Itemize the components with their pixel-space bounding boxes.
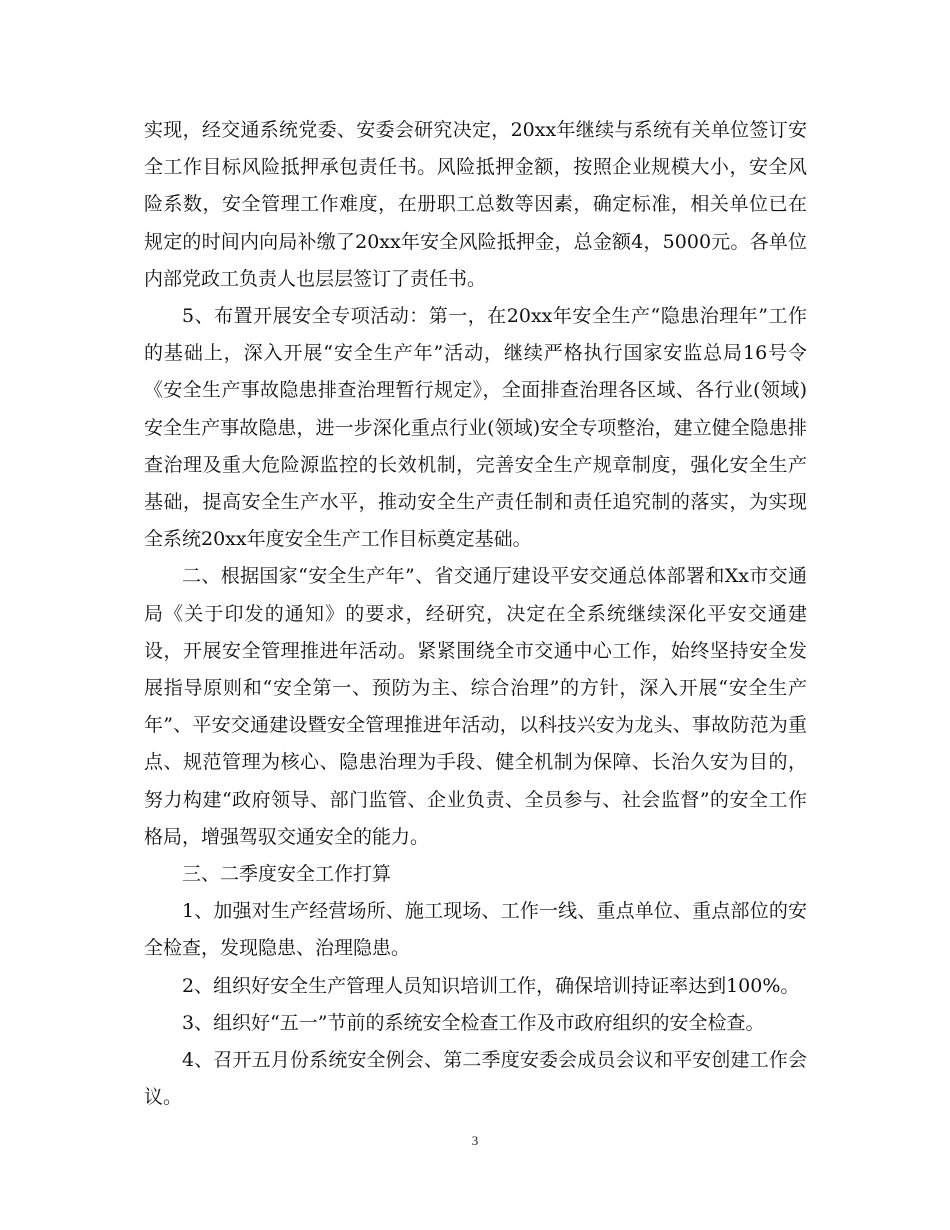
paragraph-item-5: 5、布置开展安全专项活动：第一，在20xx年安全生产“隐患治理年”工作的基础上，深入开展“安全生产年”活动，继续严格执行国家安监总局16号令《安全生产事故隐患排查治理暂行规定》，全面排查治理各区域、各行业(领域)安全生产事故隐患，进一步深化重点行业(领域)安全专项整治，建立健全隐患排查治理及重大危险源监控的长效机制，完善安全生产规章制度，强化安全生产基础，提高安全生产水平，推动安全生产责任制和责任追究制的落实，为实现全系统20xx年度安全生产工作目标奠定基础。 (144, 305, 807, 551)
paragraph-plan-3: 3、组织好“五一”节前的系统安全检查工作及市政府组织的安全检查。 (182, 1011, 765, 1034)
paragraph-section-2: 二、根据国家“安全生产年”、省交通厅建设平安交通总体部署和Xx市交通局《关于印发的通知》的要求，经研究，决定在全系统继续深化平安交通建设，开展安全管理推进年活动。紧紧围绕全市交通中心工作，始终坚持安全发展指导原则和“安全第一、预防为主、综合治理”的方针，深入开展“安全生产年”、平安交通建设暨安全管理推进年活动，以科技兴安为龙头、事故防范为重点、规范管理为核心、隐患治理为手段、健全机制为保障、长治久安为目的，努力构建“政府领导、部门监管、企业负责、全员参与、社会监督”的安全工作格局，增强驾驭交通安全的能力。 (144, 565, 807, 848)
document-body (144, 112, 807, 1116)
paragraph-plan-2: 2、组织好安全生产管理人员知识培训工作，确保培训持证率达到100%。 (182, 974, 800, 997)
page-number: 3 (471, 1133, 479, 1148)
paragraph-plan-1: 1、加强对生产经营场所、施工现场、工作一线、重点单位、重点部位的安全检查，发现隐患、治理隐患。 (144, 900, 807, 960)
section-heading-3: 三、二季度安全工作打算 (182, 863, 392, 886)
paragraph-plan-4: 4、召开五月份系统安全例会、第二季度安委会成员会议和平安创建工作会议。 (144, 1049, 807, 1109)
paragraph-continuation: 实现，经交通系统党委、安委会研究决定，20xx年继续与系统有关单位签订安全工作目标风险抵押承包责任书。风险抵押金额，按照企业规模大小，安全风险系数，安全管理工作难度，在册职工总数等因素，确定标准，相关单位已在规定的时间内向局补缴了20xx年安全风险抵押金，总金额4，5000元。各单位内部党政工负责人也层层签订了责任书。 (144, 119, 807, 290)
